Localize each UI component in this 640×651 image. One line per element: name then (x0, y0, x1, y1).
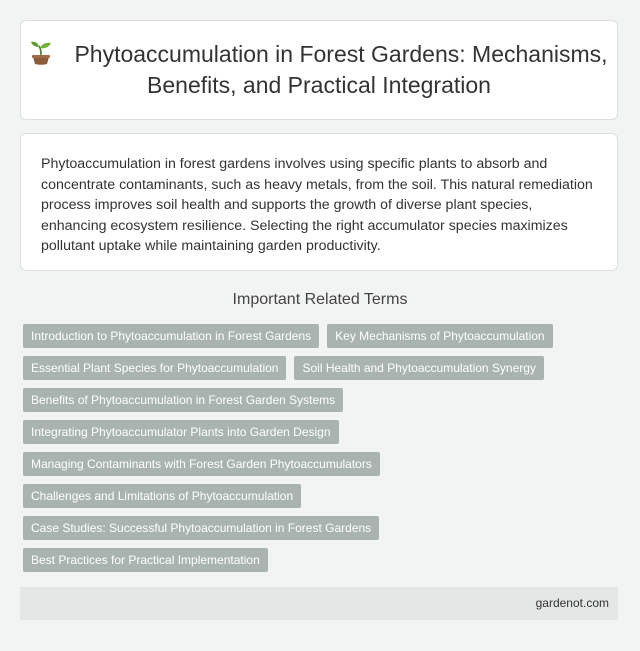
terms-row (23, 548, 617, 572)
term-tag-best-practices[interactable]: Best Practices for Practical Implementation (23, 548, 268, 572)
terms-row (23, 324, 617, 348)
footer-site-link[interactable]: gardenot.com (535, 596, 609, 610)
footer (20, 587, 618, 620)
term-tag-case-studies[interactable]: Case Studies: Successful Phytoaccumulation in Forest Gardens (23, 516, 379, 540)
title-card (20, 20, 618, 120)
terms-row (23, 516, 617, 540)
term-tag-key-mechanisms[interactable]: Key Mechanisms of Phytoaccumulation (327, 324, 552, 348)
term-tag-challenges[interactable]: Challenges and Limitations of Phytoaccumulation (23, 484, 301, 508)
term-tag-introduction[interactable]: Introduction to Phytoaccumulation in Forest Gardens (23, 324, 319, 348)
terms-row (23, 388, 617, 412)
term-tag-managing-contaminants[interactable]: Managing Contaminants with Forest Garden Phytoaccumulators (23, 452, 380, 476)
terms-row (23, 452, 617, 476)
related-terms-heading: Important Related Terms (232, 291, 408, 308)
sprout-icon (30, 41, 52, 65)
terms-row (23, 356, 617, 380)
term-tag-integrating[interactable]: Integrating Phytoaccumulator Plants into Garden Design (23, 420, 339, 444)
page-title (21, 39, 617, 101)
term-tag-plant-species[interactable]: Essential Plant Species for Phytoaccumulation (23, 356, 286, 380)
intro-text: Phytoaccumulation in forest gardens involves using specific plants to absorb and concentrate contaminants, such as heavy metals, from the soil. This natural remediation process improves soil health and supports the growth of diverse plant species, enhancing ecosystem resilience. Selecting the right accumulator species maximizes pollutant uptake while maintaining garden productivity. (41, 156, 593, 254)
terms-row (23, 420, 617, 444)
related-terms-list (23, 324, 617, 580)
terms-row (23, 484, 617, 508)
intro-card (20, 133, 618, 271)
term-tag-soil-health[interactable]: Soil Health and Phytoaccumulation Synergy (294, 356, 543, 380)
term-tag-benefits[interactable]: Benefits of Phytoaccumulation in Forest Garden Systems (23, 388, 343, 412)
page-title-text: Phytoaccumulation in Forest Gardens: Mechanisms, Benefits, and Practical Integration (74, 41, 608, 98)
